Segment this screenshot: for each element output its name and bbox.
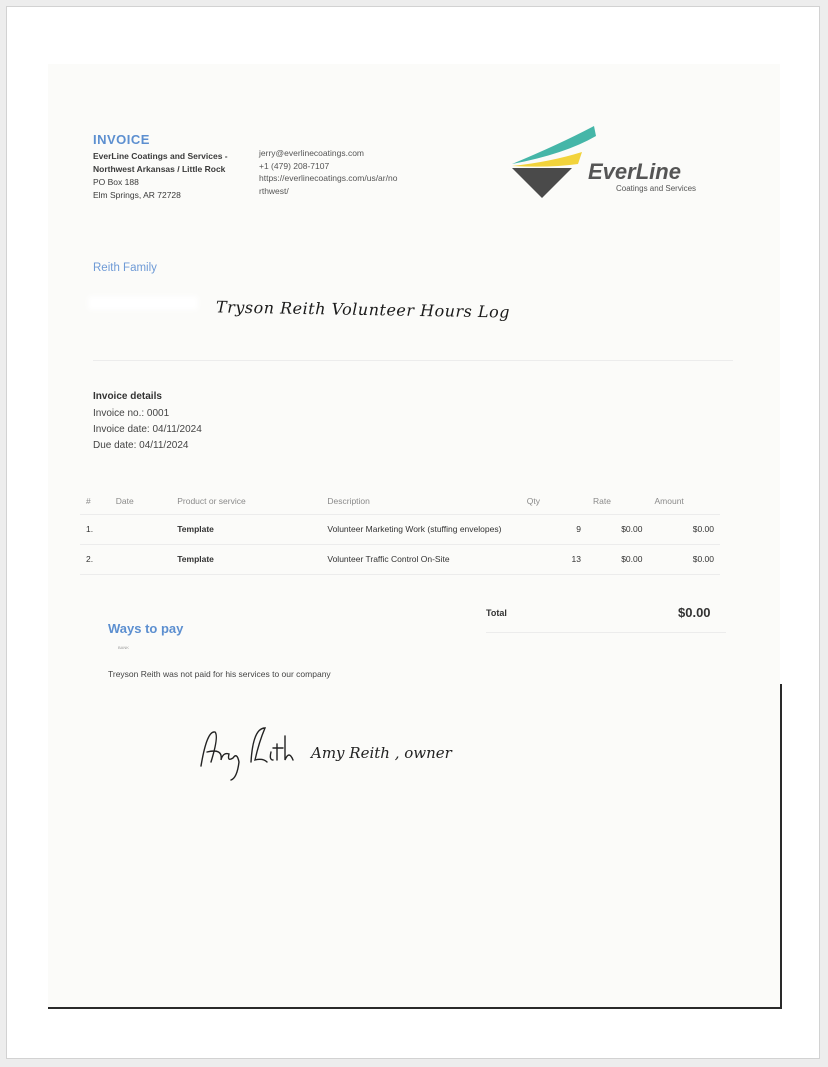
row-rate: $0.00 xyxy=(587,545,648,575)
company-address-line2: Elm Springs, AR 72728 xyxy=(93,190,181,200)
payment-method-label: BANK xyxy=(118,645,129,650)
divider xyxy=(93,360,733,361)
row-product: Template xyxy=(171,515,321,545)
row-date xyxy=(110,515,171,545)
scanned-invoice-page xyxy=(48,64,780,1007)
logo-tagline: Coatings and Services xyxy=(616,184,697,193)
col-qty: Qty xyxy=(521,492,587,515)
contact-phone: +1 (479) 208-7107 xyxy=(259,160,330,171)
ways-to-pay-heading: Ways to pay xyxy=(108,621,184,636)
table-header-row xyxy=(80,492,720,515)
row-qty: 13 xyxy=(521,545,587,575)
signature-text: Amy Reith , owner xyxy=(311,744,452,762)
signature-icon xyxy=(193,722,452,782)
company-contact-block xyxy=(259,147,399,197)
owner-signature xyxy=(193,722,452,787)
row-description: Volunteer Marketing Work (stuffing envelopes) xyxy=(321,515,520,545)
table-row xyxy=(80,545,720,575)
contact-website: https://everlinecoatings.com/us/ar/northwest/ xyxy=(259,173,398,196)
row-rate: $0.00 xyxy=(587,515,648,545)
row-amount: $0.00 xyxy=(648,545,720,575)
col-description: Description xyxy=(321,492,520,515)
company-address-line1: PO Box 188 xyxy=(93,177,139,187)
company-name-line2: Northwest Arkansas / Little Rock xyxy=(93,164,226,174)
due-date: Due date: 04/11/2024 xyxy=(93,440,189,451)
row-product: Template xyxy=(171,545,321,575)
row-date xyxy=(110,545,171,575)
col-amount: Amount xyxy=(648,492,720,515)
payment-note: Treyson Reith was not paid for his services to our company xyxy=(108,669,331,679)
invoice-title: INVOICE xyxy=(93,132,150,147)
table-row xyxy=(80,515,720,545)
row-number: 1. xyxy=(80,515,110,545)
col-rate: Rate xyxy=(587,492,648,515)
invoice-details xyxy=(93,406,202,454)
everline-logo xyxy=(510,124,710,209)
total-label: Total xyxy=(486,608,507,618)
invoice-number: Invoice no.: 0001 xyxy=(93,408,170,419)
company-name-line1: EverLine Coatings and Services - xyxy=(93,151,228,161)
col-product: Product or service xyxy=(171,492,321,515)
company-address-block xyxy=(93,150,228,202)
bill-to-name: Reith Family xyxy=(93,262,157,274)
redacted-address xyxy=(88,296,198,310)
row-number: 2. xyxy=(80,545,110,575)
row-amount: $0.00 xyxy=(648,515,720,545)
total-value: $0.00 xyxy=(678,605,711,620)
invoice-details-heading: Invoice details xyxy=(93,391,162,402)
col-date: Date xyxy=(110,492,171,515)
everline-logo-mark-icon xyxy=(510,124,710,204)
row-qty: 9 xyxy=(521,515,587,545)
contact-email: jerry@everlinecoatings.com xyxy=(259,148,365,158)
row-description: Volunteer Traffic Control On-Site xyxy=(321,545,520,575)
total-divider xyxy=(486,632,726,633)
col-number: # xyxy=(80,492,110,515)
line-items-table xyxy=(80,492,720,575)
handwritten-log-title: Tryson Reith Volunteer Hours Log xyxy=(215,297,511,322)
invoice-date: Invoice date: 04/11/2024 xyxy=(93,424,202,435)
logo-name: EverLine xyxy=(588,159,681,184)
